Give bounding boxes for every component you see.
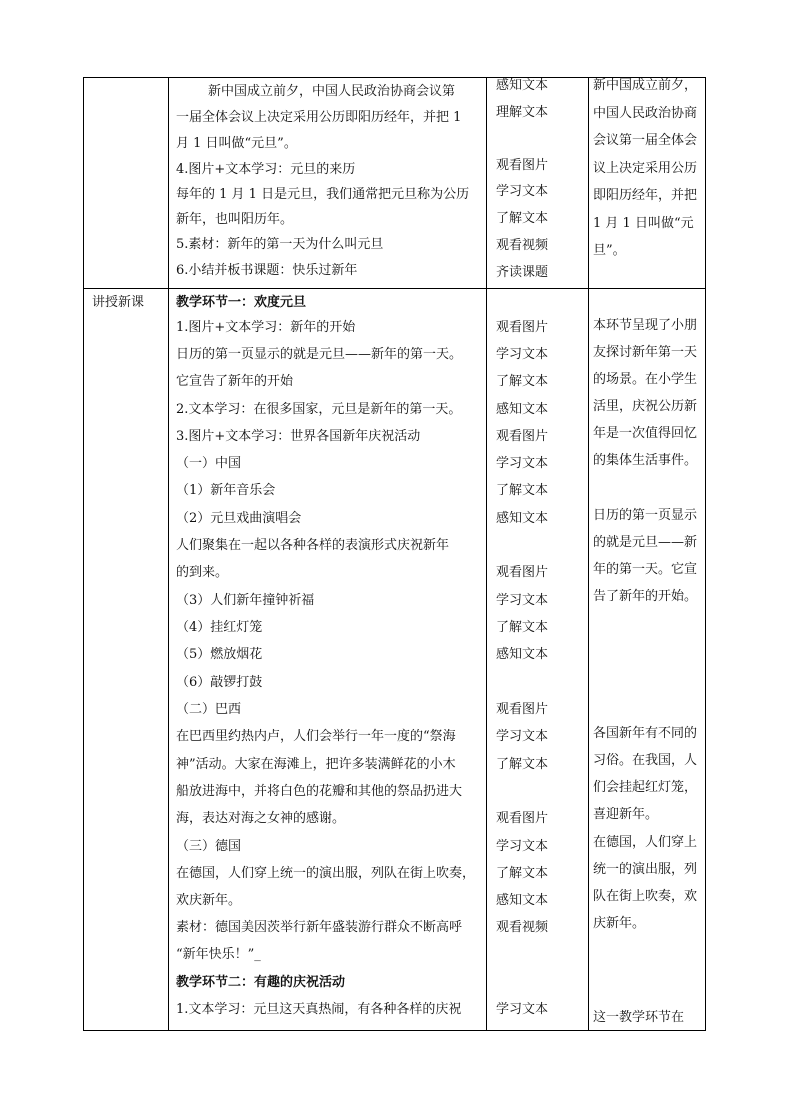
content-line: 6.小结并板书课题：快乐过新年 bbox=[176, 263, 358, 278]
row1-design-note: 新中国成立前夕，中国人民政治协商会议第一届全体会议上决定采用公历即阳历经年，并把 1 月 1 日叫做“元旦”。 bbox=[593, 78, 698, 258]
content-line: 日历的第一页显示的就是元旦——新年的第一天。 bbox=[176, 347, 463, 362]
activity-item: 学习文本 bbox=[496, 839, 549, 854]
activity-item: 观看图片 bbox=[496, 429, 549, 444]
content-line: 素材：德国美因茨举行新年盛装游行群众不断高呼 bbox=[176, 920, 463, 935]
content-line: 在巴西里约热内卢，人们会举行一年一度的“祭海 bbox=[176, 729, 456, 744]
activity-item: 观看视频 bbox=[496, 238, 549, 253]
activity-item: 感知文本 bbox=[496, 893, 549, 908]
content-line: 它宣告了新年的开始 bbox=[176, 374, 294, 389]
design-note: 日历的第一页显示的就是元旦——新年的第一天。它宣告了新年的开始。 bbox=[593, 508, 698, 605]
activity-item: 感知文本 bbox=[496, 78, 549, 93]
activity-item: 学习文本 bbox=[496, 593, 549, 608]
content-line: 1.图片+文本学习：新年的开始 bbox=[176, 320, 356, 335]
content-line: 海，表达对海之女神的感谢。 bbox=[176, 811, 346, 826]
content-line: “新年快乐！”_ bbox=[176, 947, 261, 962]
activity-item: 学习文本 bbox=[496, 347, 549, 362]
row-divider bbox=[84, 288, 705, 289]
column-divider-activity bbox=[588, 78, 589, 1030]
activity-item: 观看图片 bbox=[496, 811, 549, 826]
content-line: （一）中国 bbox=[176, 456, 242, 471]
stage-label: 讲授新课 bbox=[92, 295, 145, 310]
activity-item: 感知文本 bbox=[496, 402, 549, 417]
activity-item: 学习文本 bbox=[496, 184, 549, 199]
activity-item: 了解文本 bbox=[496, 866, 549, 881]
activity-item: 感知文本 bbox=[496, 511, 549, 526]
design-note: 在德国，人们穿上统一的演出服，列队在街上吹奏，欢庆新年。 bbox=[593, 835, 698, 932]
activity-item: 学习文本 bbox=[496, 729, 549, 744]
content-line: （3）人们新年撞钟祈福 bbox=[176, 593, 315, 608]
activity-item: 理解文本 bbox=[496, 105, 549, 120]
content-line: 新年，也叫阳历年。 bbox=[176, 212, 294, 227]
design-note: 这一教学环节在 bbox=[593, 1010, 685, 1025]
content-line: 3.图片+文本学习：世界各国新年庆祝活动 bbox=[176, 429, 421, 444]
section-heading: 教学环节一：欢度元旦 bbox=[176, 295, 307, 310]
activity-item: 观看视频 bbox=[496, 920, 549, 935]
content-line: 4.图片+文本学习：元旦的来历 bbox=[176, 162, 356, 177]
content-line: 新中国成立前夕，中国人民政治协商会议第 bbox=[208, 84, 456, 99]
content-line: 5.素材：新年的第一天为什么叫元旦 bbox=[176, 237, 384, 252]
activity-item: 学习文本 bbox=[496, 456, 549, 471]
content-line: 的到来。 bbox=[176, 565, 229, 580]
activity-item: 齐读课题 bbox=[496, 265, 549, 280]
content-line: 2.文本学习：在很多国家，元旦是新年的第一天。 bbox=[176, 402, 462, 417]
content-line: （三）德国 bbox=[176, 839, 242, 854]
design-note: 本环节呈现了小朋友探讨新年第一天的场景。在小学生活里，庆祝公历新年是一次值得回忆的集体生活事件。 bbox=[593, 318, 698, 469]
content-line: 船放进海中，并将白色的花瓣和其他的祭品扔进大 bbox=[176, 784, 463, 799]
column-divider-content bbox=[486, 78, 487, 1030]
content-line: 每年的 1 月 1 日是元旦，我们通常把元旦称为公历 bbox=[176, 187, 470, 202]
content-line: （2）元旦戏曲演唱会 bbox=[176, 511, 302, 526]
activity-item: 了解文本 bbox=[496, 483, 549, 498]
content-line: 1.文本学习：元旦这天真热闹，有各种各样的庆祝 bbox=[176, 1002, 462, 1017]
activity-item: 学习文本 bbox=[496, 1002, 549, 1017]
activity-item: 了解文本 bbox=[496, 757, 549, 772]
content-line: （4）挂红灯笼 bbox=[176, 620, 263, 635]
activity-item: 观看图片 bbox=[496, 158, 549, 173]
activity-item: 感知文本 bbox=[496, 647, 549, 662]
content-line: 在德国，人们穿上统一的演出服，列队在街上吹奏， bbox=[176, 866, 476, 881]
column-divider-stage bbox=[168, 78, 169, 1030]
content-line: （6）敲锣打鼓 bbox=[176, 675, 263, 690]
content-line: （5）燃放烟花 bbox=[176, 647, 263, 662]
content-line: 一届全体会议上决定采用公历即阳历经年，并把 1 bbox=[176, 110, 462, 125]
content-line: （二）巴西 bbox=[176, 702, 242, 717]
content-line: 月 1 日叫做“元旦”。 bbox=[176, 136, 297, 151]
activity-item: 了解文本 bbox=[496, 374, 549, 389]
section-heading: 教学环节二：有趣的庆祝活动 bbox=[176, 975, 346, 990]
content-line: 神”活动。大家在海滩上，把许多装满鲜花的小木 bbox=[176, 757, 456, 772]
lesson-plan-table bbox=[83, 77, 706, 1031]
activity-item: 观看图片 bbox=[496, 565, 549, 580]
design-note: 各国新年有不同的习俗。在我国，人们会挂起红灯笼，喜迎新年。 bbox=[593, 726, 698, 823]
activity-item: 观看图片 bbox=[496, 320, 549, 335]
content-line: 欢庆新年。 bbox=[176, 893, 242, 908]
activity-item: 了解文本 bbox=[496, 211, 549, 226]
activity-item: 观看图片 bbox=[496, 702, 549, 717]
content-line: （1）新年音乐会 bbox=[176, 483, 276, 498]
activity-item: 了解文本 bbox=[496, 620, 549, 635]
content-line: 人们聚集在一起以各种各样的表演形式庆祝新年 bbox=[176, 538, 450, 553]
